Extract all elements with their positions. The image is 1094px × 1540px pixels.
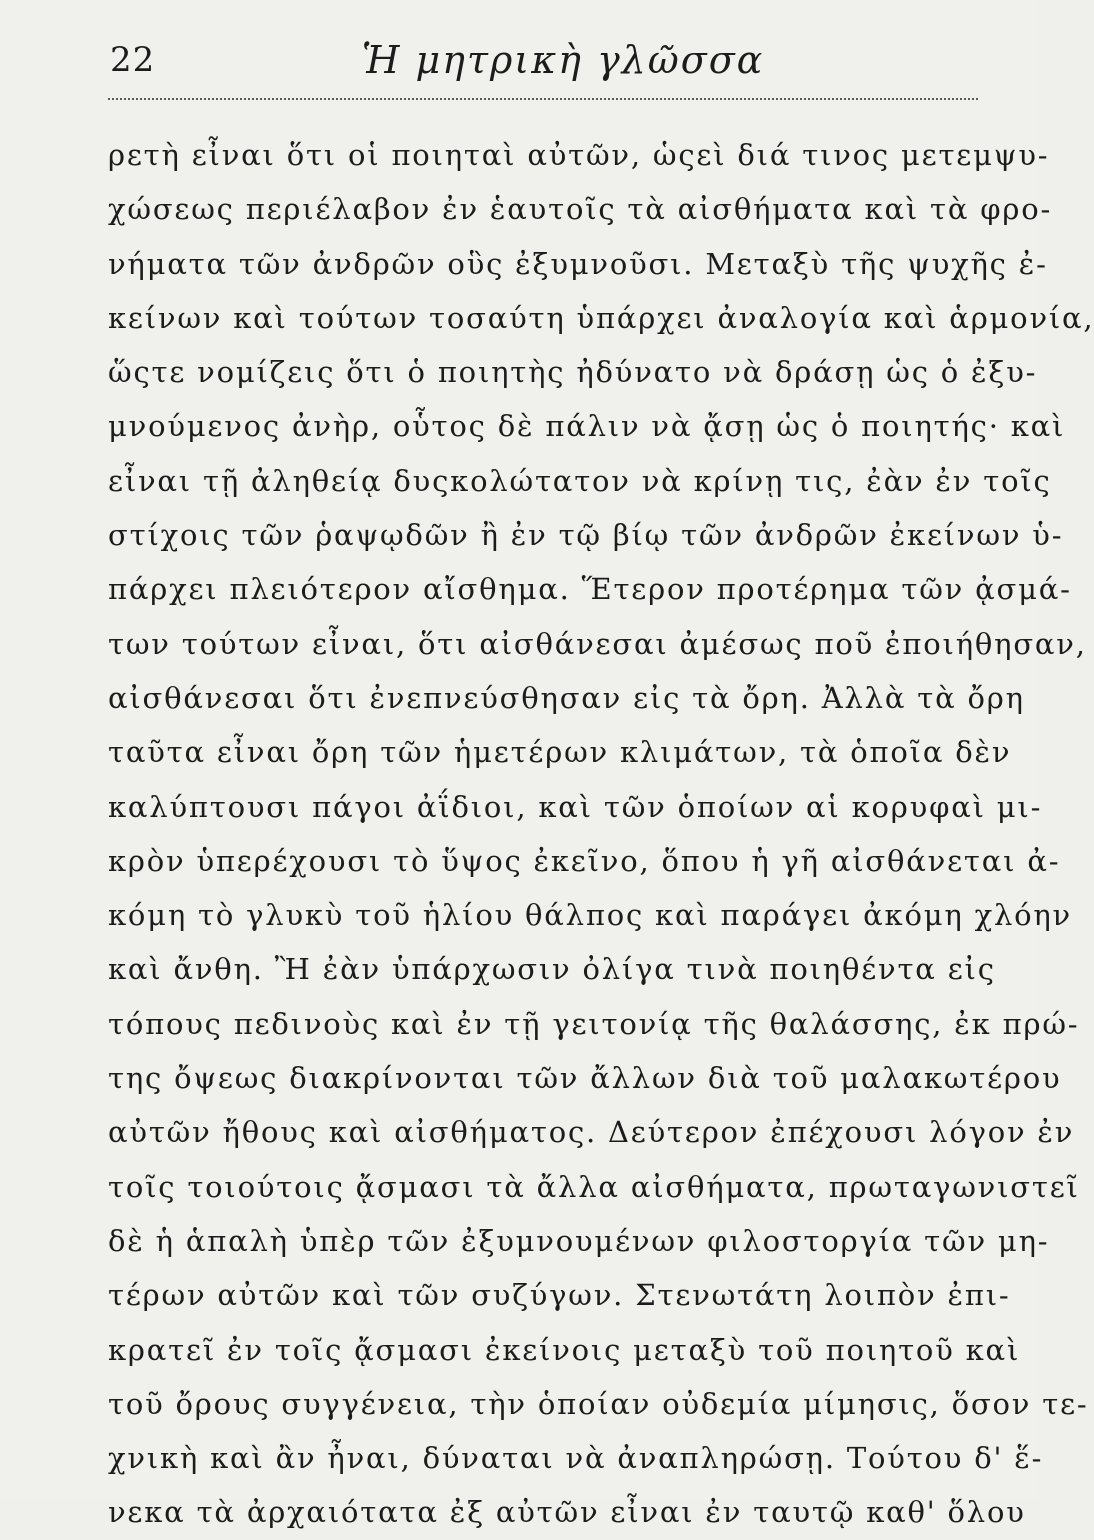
text-line: τέρων αὐτῶν καὶ τῶν συζύγων. Στενωτάτη λοιπὸν ἐπι- [108,1278,1011,1313]
text-line: καὶ ἄνθη. Ἢ ἐὰν ὑπάρχωσιν ὀλίγα τινὰ ποιηθέντα εἰς [108,952,996,987]
text-line: πάρχει πλειότερον αἴσθημα. Ἕτερον προτέρημα τῶν ᾀσμά- [108,572,1072,607]
text-line: τοῦ ὄρους συγγένεια, τὴν ὁποίαν οὐδεμία μίμησις, ὅσον τε- [108,1386,1089,1421]
text-line: αὐτῶν ἤθους καὶ αἰσθήματος. Δεύτερον ἐπέχουσι λόγον ἐν [108,1115,1075,1150]
text-line: των τούτων εἶναι, ὅτι αἰσθάνεσαι ἀμέσως ποῦ ἐποιήθησαν, [108,626,1087,661]
text-line: καλύπτουσι πάγοι ἀΐδιοι, καὶ τῶν ὁποίων αἱ κορυφαὶ μι- [108,789,1043,824]
text-line: τοῖς τοιούτοις ᾄσμασι τὰ ἄλλα αἰσθήματα, πρωταγωνιστεῖ [108,1169,1080,1204]
text-line: εἶναι τῇ ἀληθείᾳ δυςκολώτατον νὰ κρίνῃ τις, ἐὰν ἐν τοῖς [108,463,1052,498]
header-rule [108,98,978,100]
text-line: μνούμενος ἀνὴρ, οὗτος δὲ πάλιν νὰ ᾄσῃ ὡς ὁ ποιητής· καὶ [108,409,1066,444]
text-line: νήματα τῶν ἀνδρῶν οὓς ἐξυμνοῦσι. Μεταξὺ τῆς ψυχῆς ἐ- [108,246,1048,281]
text-line: στίχοις τῶν ῥαψῳδῶν ἢ ἐν τῷ βίῳ τῶν ἀνδρῶν ἐκείνων ὑ- [108,518,1064,553]
text-line: τόπους πεδινοὺς καὶ ἐν τῇ γειτονίᾳ τῆς θαλάσσης, ἐκ πρώ- [108,1006,1080,1041]
text-line: αἰσθάνεσαι ὅτι ἐνεπνεύσθησαν εἰς τὰ ὄρη. Ἀλλὰ τὰ ὄρη [108,680,1025,715]
text-line: δὲ ἡ ἁπαλὴ ὑπὲρ τῶν ἐξυμνουμένων φιλοστοργία τῶν μη- [108,1223,1050,1258]
text-line: ταῦτα εἶναι ὄρη τῶν ἡμετέρων κλιμάτων, τὰ ὁποῖα δὲν [108,735,1012,770]
page-number: 22 [110,40,156,80]
text-line: ὥςτε νομίζεις ὅτι ὁ ποιητὴς ἠδύνατο νὰ δράσῃ ὡς ὁ ἐξυ- [108,355,1038,390]
text-line: κόμη τὸ γλυκὺ τοῦ ἡλίου θάλπος καὶ παράγει ἀκόμη χλόην [108,898,1072,933]
text-line: κρὸν ὑπερέχουσι τὸ ὕψος ἐκεῖνο, ὅπου ἡ γῆ αἰσθάνεται ἀ- [108,843,1061,878]
page-header [108,36,978,96]
text-line: χώσεως περιέλαβον ἐν ἑαυτοῖς τὰ αἰσθήματα καὶ τὰ φρο- [108,192,1053,227]
body-text [108,128,1094,1540]
text-line: ρετὴ εἶναι ὅτι οἱ ποιηταὶ αὐτῶν, ὡςεὶ διά τινος μετεμψυ- [108,138,1050,172]
text-line: νεκα τὰ ἀρχαιότατα ἐξ αὐτῶν εἶναι ἐν ταυτῷ καθ' ὅλου [108,1495,1026,1530]
text-line: χνικὴ καὶ ἂν ἦναι, δύναται νὰ ἀναπληρώσῃ. Τούτου δ' ἕ- [108,1441,1044,1476]
running-title: Ἡ μητρικὴ γλῶσσα [361,38,765,82]
text-line: κείνων καὶ τούτων τοσαύτη ὑπάρχει ἀναλογία καὶ ἁρμονία, [108,300,1094,335]
text-line: της ὄψεως διακρίνονται τῶν ἄλλων διὰ τοῦ μαλακωτέρου [108,1061,1062,1096]
text-line: κρατεῖ ἐν τοῖς ᾄσμασι ἐκείνοις μεταξὺ τοῦ ποιητοῦ καὶ [108,1332,1021,1367]
